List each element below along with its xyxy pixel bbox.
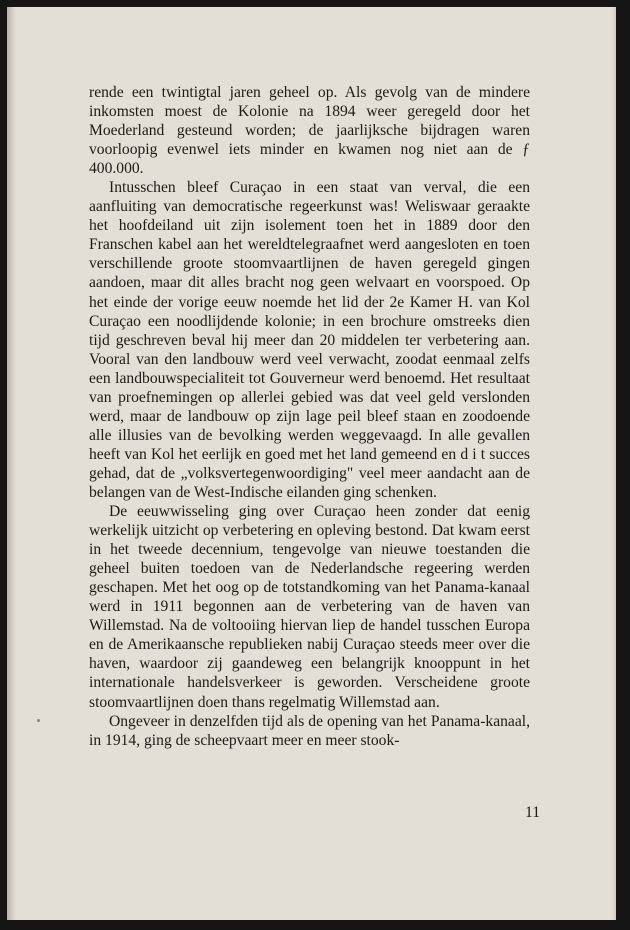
paragraph-1: rende een twintigtal jaren geheel op. Als gevolg van de mindere inkomsten moest de Kolonie na 1894 weer geregeld door het Moederland gesteund worden; de jaarlijksche bijdragen waren voorloopig evenwel iets minder en kwamen nog niet aan de ƒ 400.000. (89, 84, 530, 178)
paragraph-2: Intusschen bleef Curaçao in een staat van verval, die een aanfluiting van democratische regeerkunst was! Weliswaar geraakte het hoofdeiland uit zijn isolement toen het in 1889 door den Franschen kabel aan het wereldtelegraafnet werd aangesloten en toen verschillende groote stoomvaartlijnen de haven geregeld gingen aandoen, maar dit alles bracht nog geen welvaart en voorspoed. Op het einde der vorige eeuw noemde het lid der 2e Kamer H. van Kol Curaçao een noodlijdende kolonie; in een brochure omstreeks dien tijd geschreven beval hij meer dan 20 middelen ter verbetering aan. Vooral van den landbouw werd veel verwacht, zoodat eenmaal zelfs een landbouwspecialiteit tot Gouverneur werd benoemd. Het resultaat van proefnemingen op allerlei gebied was dat veel geld verslonden werd, maar de landbouw op zijn lage peil bleef staan en zoodoende alle illusies van de bevolking werden weggevaagd. In alle gevallen heeft van Kol het eerlijk en goed met het land gemeend en d i t succes gehad, dat de „volksvertegenwoordiging" veel meer aandacht aan de belangen van de West-Indische eilanden ging schenken. (89, 179, 530, 501)
paragraph-3: De eeuwwisseling ging over Curaçao heen zonder dat eenig werkelijk uitzicht op verbetering en opleving bestond. Dat kwam eerst in het tweede decennium, tengevolge van nieuwe toestanden die geheel buiten toedoen van de Nederlandsche regeering werden geschapen. Met het oog op de totstandkoming van het Panama-kanaal werd in 1911 begonnen aan de verbetering van de haven van Willemstad. Na de voltooiing hiervan liep de handel tusschen Europa en de Amerikaansche republieken nabij Curaçao steeds meer over die haven, waardoor zij gaandeweg een belangrijk knooppunt in het internationale handelsverkeer is geworden. Verscheidene groote stoomvaartlijnen doen thans regelmatig Willemstad aan. (89, 503, 530, 711)
book-page (7, 7, 616, 920)
paper-speck (37, 719, 40, 722)
page-number: 11 (524, 804, 540, 821)
paragraph-4: Ongeveer in denzelfden tijd als de opening van het Panama-kanaal, in 1914, ging de scheepvaart meer en meer stook- (89, 712, 530, 749)
body-text (89, 83, 530, 750)
